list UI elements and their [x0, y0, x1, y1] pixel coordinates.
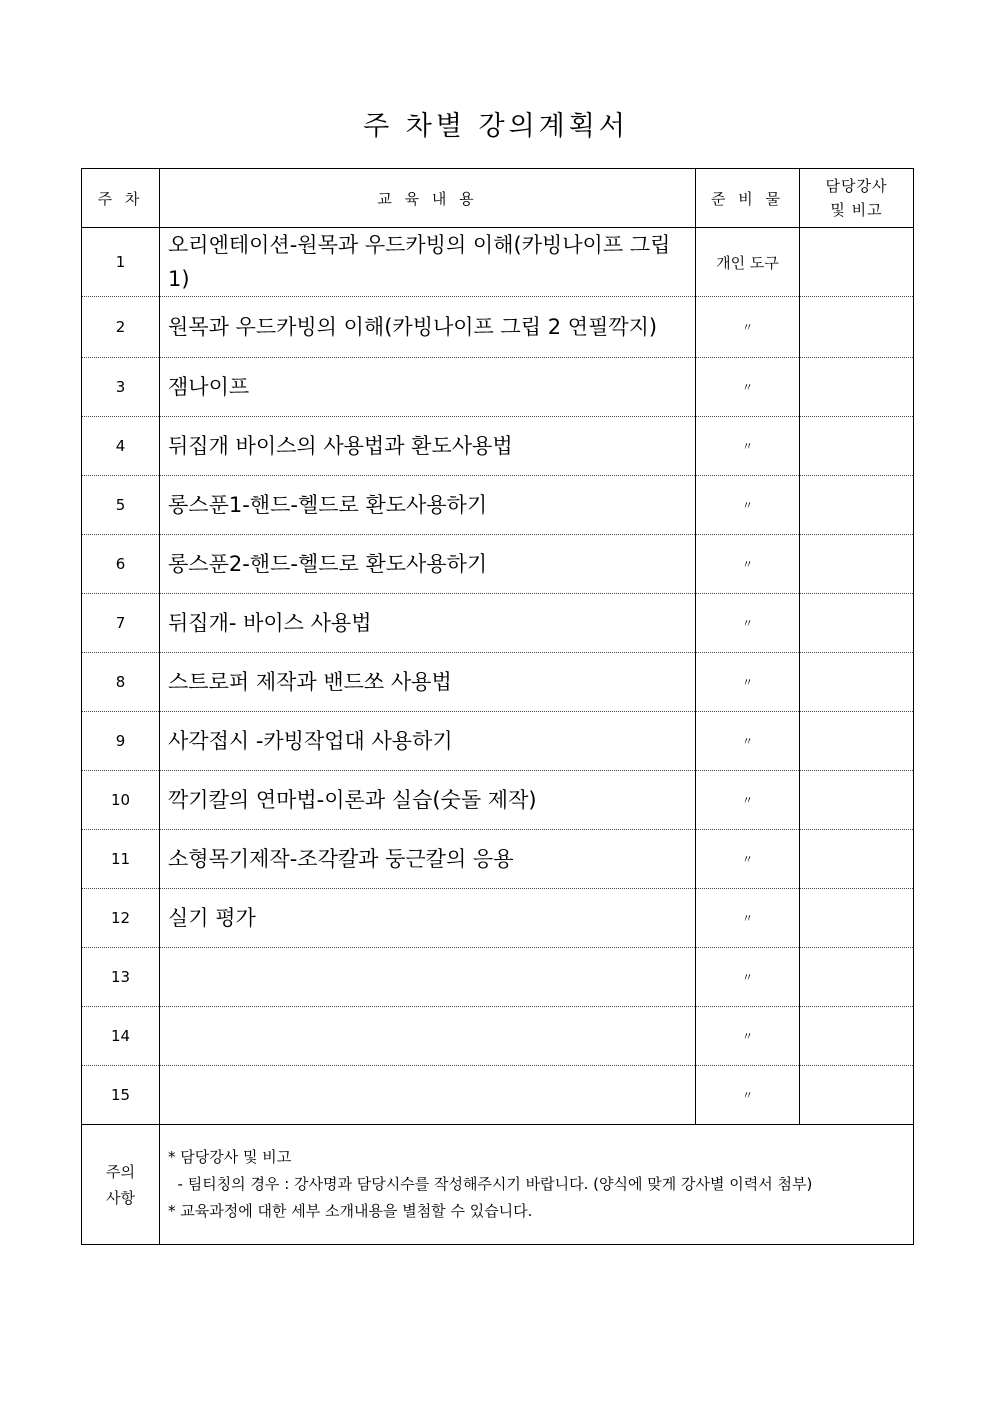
week-cell: 1 [82, 228, 160, 297]
note-line: - 팀티칭의 경우 : 강사명과 담당시수를 작성해주시기 바랍니다. (양식에 맞게 강사별 이력서 첨부) [168, 1175, 813, 1193]
note-line: * 교육과정에 대한 세부 소개내용을 별첨할 수 있습니다. [168, 1202, 533, 1220]
instructor-cell [800, 653, 914, 712]
header-instructor: 담당강사 및 비고 [800, 169, 914, 228]
materials-cell: 〃 [696, 889, 800, 948]
note-line: * 담당강사 및 비고 [168, 1148, 292, 1166]
table-row [82, 358, 914, 417]
notes-text [160, 1125, 914, 1245]
instructor-cell [800, 1007, 914, 1066]
notes-row [82, 1125, 914, 1245]
content-cell [160, 1007, 696, 1066]
instructor-cell [800, 476, 914, 535]
materials-cell: 〃 [696, 535, 800, 594]
notes-label-2: 사항 [106, 1188, 135, 1207]
table-row [82, 889, 914, 948]
instructor-cell [800, 771, 914, 830]
content-cell: 뒤집개 바이스의 사용법과 환도사용법 [160, 417, 696, 476]
content-cell: 잼나이프 [160, 358, 696, 417]
week-cell: 7 [82, 594, 160, 653]
header-week: 주 차 [82, 169, 160, 228]
instructor-cell [800, 228, 914, 297]
content-cell: 롱스푼2-핸드-헬드로 환도사용하기 [160, 535, 696, 594]
table-row [82, 948, 914, 1007]
week-cell: 11 [82, 830, 160, 889]
instructor-cell [800, 594, 914, 653]
materials-cell: 〃 [696, 948, 800, 1007]
header-content: 교 육 내 용 [160, 169, 696, 228]
content-cell: 소형목기제작-조각칼과 둥근칼의 응용 [160, 830, 696, 889]
materials-cell: 〃 [696, 653, 800, 712]
materials-cell: 〃 [696, 771, 800, 830]
week-cell: 3 [82, 358, 160, 417]
table-row [82, 653, 914, 712]
table-row [82, 594, 914, 653]
table-header-row [82, 169, 914, 228]
materials-cell: 〃 [696, 1007, 800, 1066]
instructor-cell [800, 297, 914, 358]
table-row [82, 771, 914, 830]
instructor-cell [800, 712, 914, 771]
materials-cell: 〃 [696, 712, 800, 771]
content-cell: 롱스푼1-핸드-헬드로 환도사용하기 [160, 476, 696, 535]
instructor-cell [800, 1066, 914, 1125]
content-cell: 스트로퍼 제작과 밴드쏘 사용법 [160, 653, 696, 712]
week-cell: 15 [82, 1066, 160, 1125]
materials-cell: 〃 [696, 297, 800, 358]
materials-cell: 〃 [696, 1066, 800, 1125]
week-cell: 13 [82, 948, 160, 1007]
table-row [82, 1066, 914, 1125]
content-cell [160, 1066, 696, 1125]
table-row [82, 830, 914, 889]
content-cell [160, 948, 696, 1007]
table-row [82, 1007, 914, 1066]
content-cell: 오리엔테이션-원목과 우드카빙의 이해(카빙나이프 그립 1) [160, 228, 696, 297]
table-row [82, 228, 914, 297]
materials-cell: 개인 도구 [696, 228, 800, 297]
materials-cell: 〃 [696, 476, 800, 535]
content-cell: 뒤집개- 바이스 사용법 [160, 594, 696, 653]
week-cell: 5 [82, 476, 160, 535]
content-cell: 깍기칼의 연마법-이론과 실습(숫돌 제작) [160, 771, 696, 830]
week-cell: 4 [82, 417, 160, 476]
materials-cell: 〃 [696, 830, 800, 889]
content-cell: 사각접시 -카빙작업대 사용하기 [160, 712, 696, 771]
content-cell: 원목과 우드카빙의 이해(카빙나이프 그립 2 연필깍지) [160, 297, 696, 358]
instructor-cell [800, 535, 914, 594]
table-row [82, 417, 914, 476]
header-materials: 준 비 물 [696, 169, 800, 228]
instructor-cell [800, 889, 914, 948]
table-row [82, 476, 914, 535]
week-cell: 8 [82, 653, 160, 712]
notes-label-1: 주의 [106, 1162, 135, 1181]
materials-cell: 〃 [696, 417, 800, 476]
week-cell: 9 [82, 712, 160, 771]
week-cell: 6 [82, 535, 160, 594]
instructor-cell [800, 358, 914, 417]
week-cell: 2 [82, 297, 160, 358]
materials-cell: 〃 [696, 594, 800, 653]
instructor-cell [800, 417, 914, 476]
table-row [82, 712, 914, 771]
page-title: 주 차별 강의계획서 [363, 111, 629, 142]
week-cell: 12 [82, 889, 160, 948]
table-row [82, 297, 914, 358]
lecture-plan-table [81, 168, 914, 1245]
week-cell: 10 [82, 771, 160, 830]
notes-label [82, 1125, 160, 1245]
content-cell: 실기 평가 [160, 889, 696, 948]
table-row [82, 535, 914, 594]
week-cell: 14 [82, 1007, 160, 1066]
materials-cell: 〃 [696, 358, 800, 417]
instructor-cell [800, 830, 914, 889]
instructor-cell [800, 948, 914, 1007]
